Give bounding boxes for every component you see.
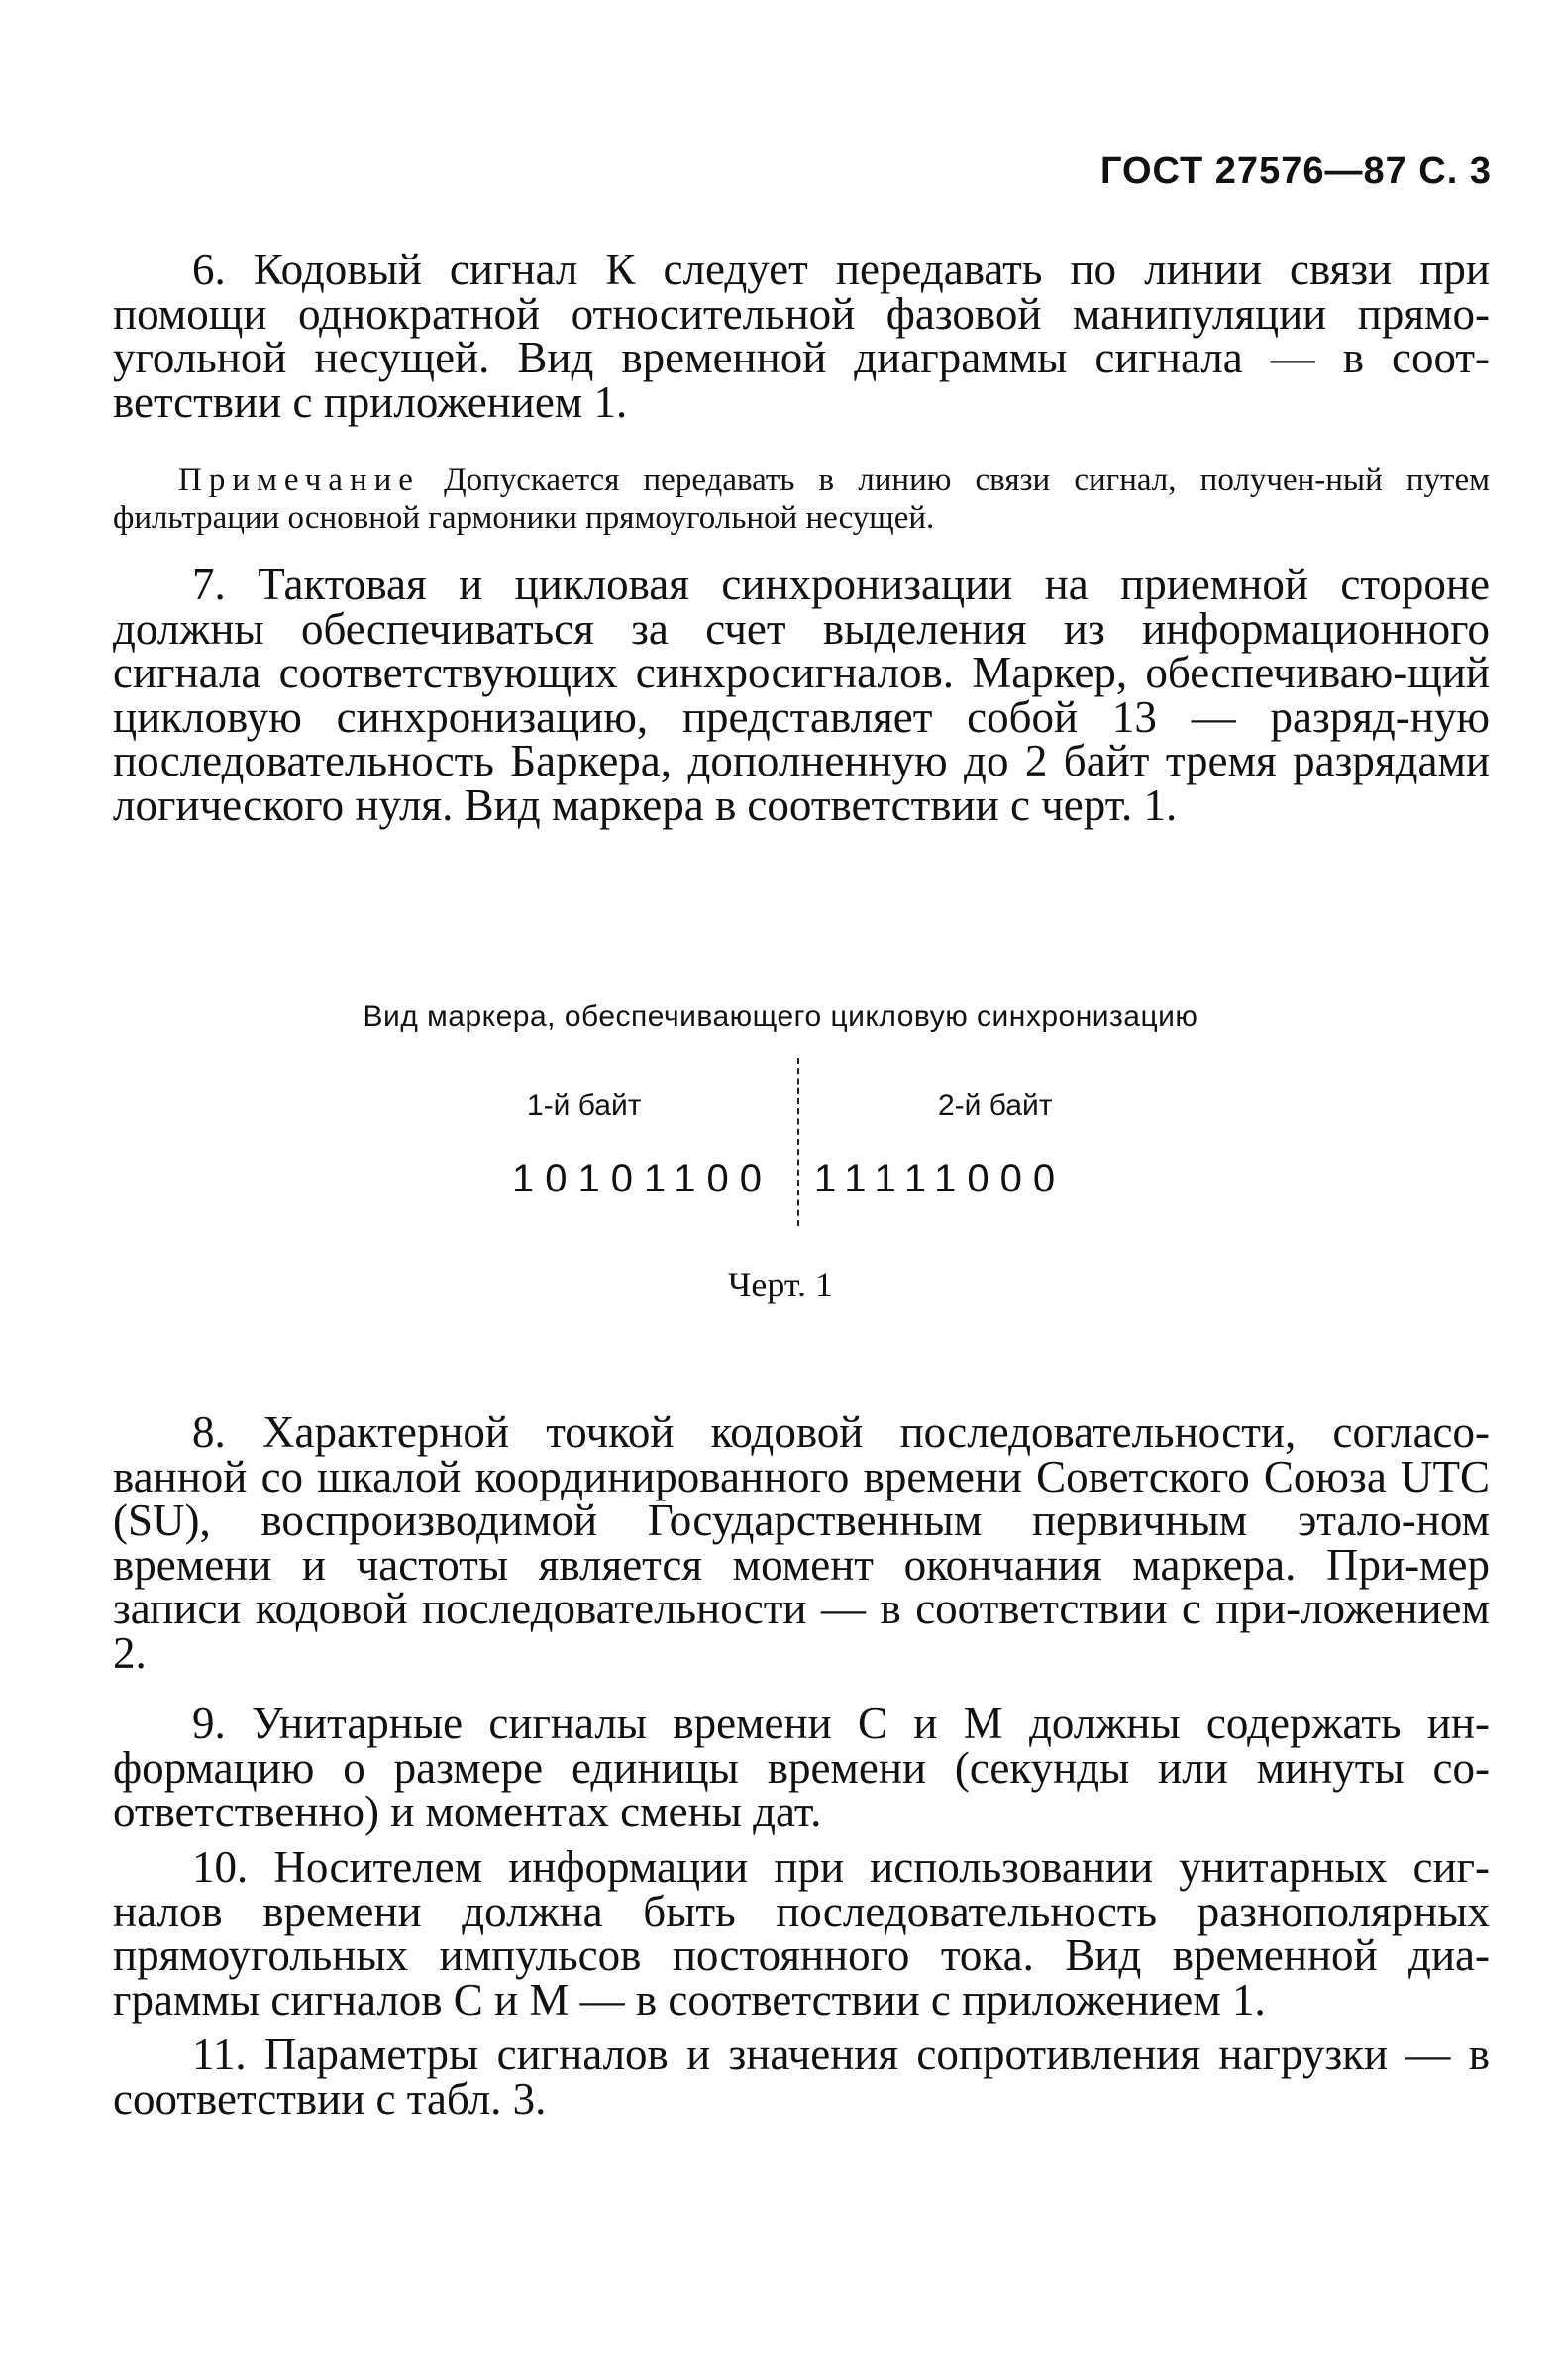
paragraph-6-block (113, 245, 1490, 427)
note (113, 462, 1490, 537)
figure-number: Черт. 1 (728, 1265, 833, 1304)
byte-divider-line (797, 1058, 799, 1226)
paragraph-8: 8. Характерной точкой кодовой последовательности, согласо-ванной со шкалой координированного времени Советского Союза UTC (SU), воспроизводимой Государственным первичным этало-ном времени и частоты является момент окончания маркера. При-мер записи кодовой последовательности — в соответствии с при-ложением 2. (113, 1407, 1490, 1678)
paragraph-7: 7. Тактовая и цикловая синхронизации на приемной стороне должны обеспечиваться за счет выделения из информационного сигнала соответствующих синхросигналов. Маркер, обеспечиваю-щий цикловую синхронизацию, представляет собой 13 — разряд-ную последовательность Баркера, дополненную до 2 байт тремя разрядами логического нуля. Вид маркера в соответствии с черт. 1. (113, 560, 1490, 830)
paragraph-11: 11. Параметры сигналов и значения сопротивления нагрузки — в соответствии с табл. 3. (113, 2029, 1490, 2123)
paragraph-8-block (113, 1407, 1490, 1678)
paragraph-7-block (113, 560, 1490, 830)
byte2-label: 2-й байт (938, 1089, 1053, 1122)
paragraph-10: 10. Носителем информации при использовании унитарных сиг-налов времени должна быть последовательность разнополярных прямоугольных импульсов постоянного тока. Вид временной диа-граммы сигналов С и М — в соответствии с приложением 1. (113, 1842, 1490, 2024)
figure-caption: Вид маркера, обеспечивающего цикловую синхронизацию (363, 1000, 1198, 1033)
paragraph-9-block (113, 1699, 1490, 1836)
paragraph-11-block (113, 2029, 1490, 2123)
byte1-bits: 10101100 (512, 1157, 773, 1200)
byte1-label: 1-й байт (527, 1089, 642, 1122)
paragraph-10-block (113, 1842, 1490, 2024)
page-header: ГОСТ 27576—87 С. 3 (1099, 151, 1492, 192)
note-text: Допускается передавать в линию связи сигнал, получен-ный путем фильтрации основной гармоники прямоугольной несущей. (113, 463, 1491, 536)
paragraph-9: 9. Унитарные сигналы времени С и М должны содержать ин-формацию о размере единицы времени (секунды или минуты со-ответственно) и моментах смены дат. (113, 1699, 1490, 1836)
paragraph-6: 6. Кодовый сигнал К следует передавать по линии связи при помощи однократной относительной фазовой манипуляции прямо-угольной несущей. Вид временной диаграммы сигнала — в соот-ветствии с приложением 1. (113, 245, 1490, 427)
byte2-bits: 11111000 (814, 1157, 1067, 1200)
note-label: Примечание (178, 463, 420, 498)
